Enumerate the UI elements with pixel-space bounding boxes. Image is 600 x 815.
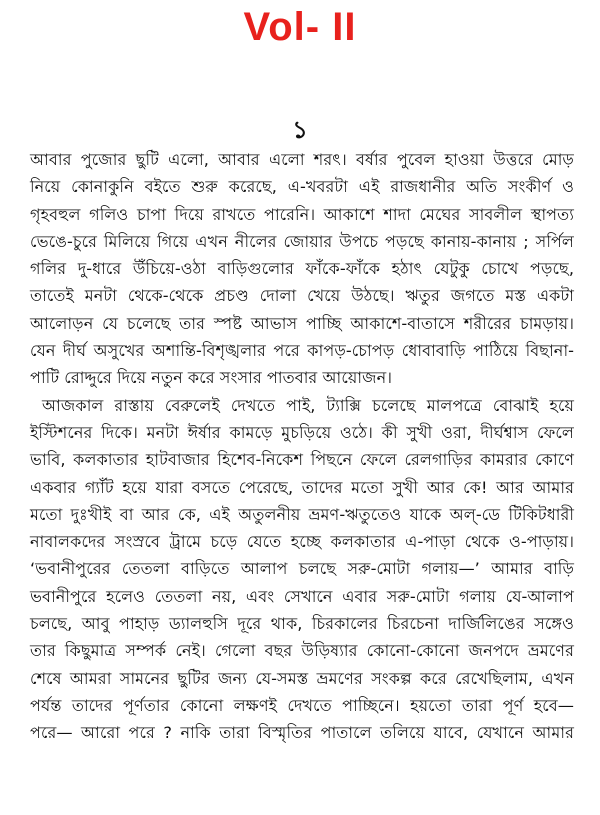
text-line: আলোড়ন যে চলেছে তার স্পষ্ট আভাস পাচ্ছি আকাশে-বাতাসে শরীরের চামড়ায়। bbox=[30, 313, 574, 333]
text-line: গলির দু-ধারে উঁচিয়ে-ওঠা বাড়িগুলোর ফাঁকে-ফাঁকে হঠাৎ যেটুকু চোখে পড়ছে, bbox=[30, 259, 574, 279]
text-line: পর্যন্ত তাদের পূর্ণতার কোনো লক্ষণই দেখতে পাচ্ছিনে। হয়তো তারা পূর্ণ হবে— bbox=[30, 695, 574, 715]
chapter-body-text bbox=[30, 146, 574, 747]
text-line: যেন দীর্ঘ অসুখের অশান্তি-বিশৃঙ্খলার পরে কাপড়-চোপড় ধোবাবাড়ি পাঠিয়ে বিছানা- bbox=[30, 341, 574, 361]
text-line: ‘ভবানীপুরের তেতলা বাড়িতে আলাপ চলছে সরু-মোটা গলায়—’ আমার বাড়ি bbox=[30, 559, 574, 579]
text-line: তার কিছুমাত্র সম্পর্ক নেই। গেলো বছর উড়িষ্যার কোনো-কোনো জনপদে ভ্রমণের bbox=[30, 641, 574, 661]
text-line: ভাবি, কলকাতার হাটবাজার হিশেব-নিকেশ পিছনে ফেলে রেলগাড়ির কামরার কোণে bbox=[30, 450, 574, 470]
text-line: পরে— আরো পরে ? নাকি তারা বিস্মৃতির পাতালে তলিয়ে যাবে, যেখানে আমার bbox=[30, 723, 574, 743]
text-line: তাতেই মনটা থেকে-থেকে প্রচণ্ড দোলা খেয়ে উঠছে। ঋতুর জগতে মস্ত একটা bbox=[30, 286, 574, 306]
text-line: চলছে, আবু পাহাড় ড্যালহুসি দূরে থাক, চিরকালের চিরচেনা দার্জিলিঙের সঙ্গেও bbox=[30, 614, 574, 634]
text-line: ভবানীপুরে হলেও তেতলা নয়, এবং সেখানে এবার সরু-মোটা গলায় যে-আলাপ bbox=[30, 586, 574, 606]
text-line: ইস্টিশনের দিকে। মনটা ঈর্ষার কামড়ে মুচড়িয়ে ওঠে। কী সুখী ওরা, দীর্ঘশ্বাস ফেলে bbox=[30, 422, 574, 442]
text-line: একবার গ্যাঁট হয়ে যারা বসতে পেরেছে, তাদের মতো সুখী আর কে! আর আমার bbox=[30, 477, 574, 497]
chapter-number: ১ bbox=[292, 116, 308, 144]
text-line: ভেঙে-চুরে মিলিয়ে গিয়ে এখন নীলের জোয়ার উপচে পড়ছে কানায়-কানায় ; সর্পিল bbox=[30, 231, 574, 251]
text-line: গৃহবহুল গলিও চাপা দিয়ে রাখতে পারেনি। আকাশে শাদা মেঘের সাবলীল স্থাপত্য bbox=[30, 204, 574, 224]
text-line: নিয়ে কোনাকুনি বইতে শুরু করেছে, এ-খবরটা এই রাজধানীর অতি সংকীর্ণ ও bbox=[30, 177, 574, 197]
text-line: নাবালকদের সংস্রবে ট্রামে চড়ে যেতে হচ্ছে কলকাতার এ-পাড়া থেকে ও-পাড়ায়। bbox=[30, 532, 574, 552]
text-line: আবার পুজোর ছুটি এলো, আবার এলো শরৎ। বর্ষার পুবেল হাওয়া উত্তরে মোড় bbox=[30, 150, 574, 169]
text-line: মতো দুঃখীই বা আর কে, এই অতুলনীয় ভ্রমণ-ঋতুতেও যাকে অল্-ডে টিকিটধারী bbox=[30, 504, 574, 524]
text-line: পাটি রোদ্দুরে দিয়ে নতুন করে সংসার পাতবার আয়োজন। bbox=[30, 368, 393, 388]
text-line: শেষে আমরা সামনের ছুটির জন্য যে-সমস্ত ভ্রমণের সংকল্প করে রেখেছিলাম, এখন bbox=[30, 668, 574, 688]
text-line: আজকাল রাস্তায় বেরুলেই দেখতে পাই, ট্যাক্সি চলেছে মালপত্রে বোঝাই হয়ে bbox=[42, 395, 574, 415]
volume-heading: Vol- II bbox=[243, 5, 357, 49]
